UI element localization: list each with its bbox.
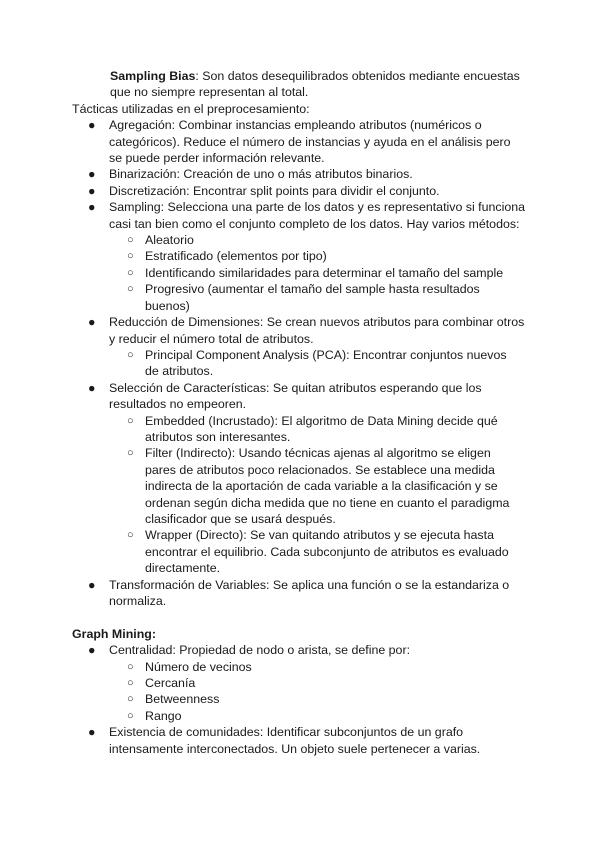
circle-bullet-icon: ○ [127, 250, 134, 263]
sub-list-item [0, 281, 522, 314]
sub-list-item [0, 445, 522, 527]
sampling-bias-definition: : Son datos desequilibrados obtenidos mediante encuestas que no siempre representan al total. [110, 69, 520, 100]
bullet-icon: ● [88, 200, 96, 215]
bullet-icon: ● [88, 183, 96, 198]
bullet-icon: ● [88, 167, 96, 182]
sub-list-item-text: Estratificado (elementos por tipo) [145, 249, 327, 264]
sampling-bias-term: Sampling Bias [110, 69, 196, 83]
list-item-text: Sampling: Selecciona una parte de los datos y es representativo si funciona casi tan bien como el conjunto completo de los datos. Hay varios métodos: [109, 200, 526, 231]
sub-list-item-text: Embedded (Incrustado): El algoritmo de Data Mining decide qué atributos son interesantes. [145, 413, 498, 444]
sub-list-item [0, 248, 522, 264]
sub-list-item-text: Progresivo (aumentar el tamaño del sample hasta resultados buenos) [145, 282, 480, 313]
bullet-icon: ● [88, 380, 96, 395]
sub-list-item-text: Betweenness [145, 692, 220, 707]
circle-bullet-icon: ○ [127, 348, 134, 361]
list-item-text: Transformación de Variables: Se aplica una función o se la estandariza o normaliza. [109, 577, 510, 608]
list-item-text: Agregación: Combinar instancias empleando atributos (numéricos o categóricos). Reduce el número de instancias y ayuda en el análisis pero se puede perder información relevante. [109, 118, 511, 166]
bullet-icon: ● [88, 725, 96, 740]
sub-list-item [0, 691, 522, 707]
sub-list-item [0, 675, 522, 691]
sub-list-item-text: Cercanía [145, 676, 196, 691]
bullet-icon: ● [88, 118, 96, 133]
sub-list-item [0, 659, 522, 675]
list-item [0, 314, 527, 347]
bullet-icon: ● [88, 577, 96, 592]
bullet-icon: ● [88, 643, 96, 658]
preprocessing-intro: Tácticas utilizadas en el preprocesamiento: [72, 101, 310, 116]
list-item [0, 577, 527, 610]
list-item [0, 724, 527, 757]
sub-list-item [0, 265, 522, 281]
sub-list-item-text: Identificando similaridades para determinar el tamaño del sample [145, 265, 504, 280]
list-item-text: Selección de Características: Se quitan atributos esperando que los resultados no empeoren. [109, 380, 482, 412]
spacer [0, 609, 600, 625]
preprocessing-list [0, 117, 600, 609]
circle-bullet-icon: ○ [127, 660, 134, 673]
circle-bullet-icon: ○ [127, 266, 134, 279]
sub-list-item-text: Filter (Indirecto): Usando técnicas ajenas al algoritmo se eligen pares de atributos poco relacionados. Se establece una medida indirecta de la aportación de cada variable a la clasificación y se ordenan según dicha medida que no tiene en cuanto el paradigma clasificador que se usará después. [145, 446, 510, 526]
circle-bullet-icon: ○ [127, 529, 134, 542]
sub-list-item-text: Número de vecinos [145, 659, 252, 674]
graph-mining-title: Graph Mining: [72, 626, 156, 641]
sub-list-item-text: Principal Component Analysis (PCA): Encontrar conjuntos nuevos de atributos. [145, 347, 507, 379]
sub-list-item [0, 232, 522, 248]
sampling-bias-paragraph [110, 68, 530, 101]
circle-bullet-icon: ○ [127, 414, 134, 427]
sub-list-item-text: Wrapper (Directo): Se van quitando atributos y se ejecuta hasta encontrar el equilibrio. Cada subconjunto de atributos es evaluado directamente. [145, 528, 509, 576]
list-item-text: Existencia de comunidades: Identificar subconjuntos de un grafo intensamente interconectados. Un objeto suele pertenecer a varias. [109, 725, 481, 756]
sub-list-item-text: Aleatorio [145, 233, 194, 248]
list-item [0, 199, 527, 232]
sub-list-item-text: Rango [145, 708, 182, 723]
bullet-icon: ● [88, 315, 96, 330]
list-item-text: Discretización: Encontrar split points para dividir el conjunto. [109, 183, 440, 198]
sub-list-item [0, 413, 522, 446]
list-item-text: Reducción de Dimensiones: Se crean nuevos atributos para combinar otros y reducir el número total de atributos. [109, 315, 525, 346]
list-item [0, 166, 527, 182]
list-item [0, 117, 527, 166]
document-page [0, 68, 600, 757]
circle-bullet-icon: ○ [127, 234, 134, 247]
circle-bullet-icon: ○ [127, 677, 134, 690]
list-item [0, 380, 527, 413]
list-item [0, 183, 527, 199]
sub-list-item [0, 527, 522, 576]
circle-bullet-icon: ○ [127, 709, 134, 722]
graph-mining-list [0, 642, 600, 757]
list-item-text: Binarización: Creación de uno o más atributos binarios. [109, 167, 413, 182]
list-item [0, 642, 527, 658]
list-item-text: Centralidad: Propiedad de nodo o arista, se define por: [109, 643, 411, 658]
sub-list-item [0, 708, 522, 724]
circle-bullet-icon: ○ [127, 447, 134, 460]
circle-bullet-icon: ○ [127, 693, 134, 706]
circle-bullet-icon: ○ [127, 283, 134, 296]
sub-list-item [0, 347, 522, 380]
